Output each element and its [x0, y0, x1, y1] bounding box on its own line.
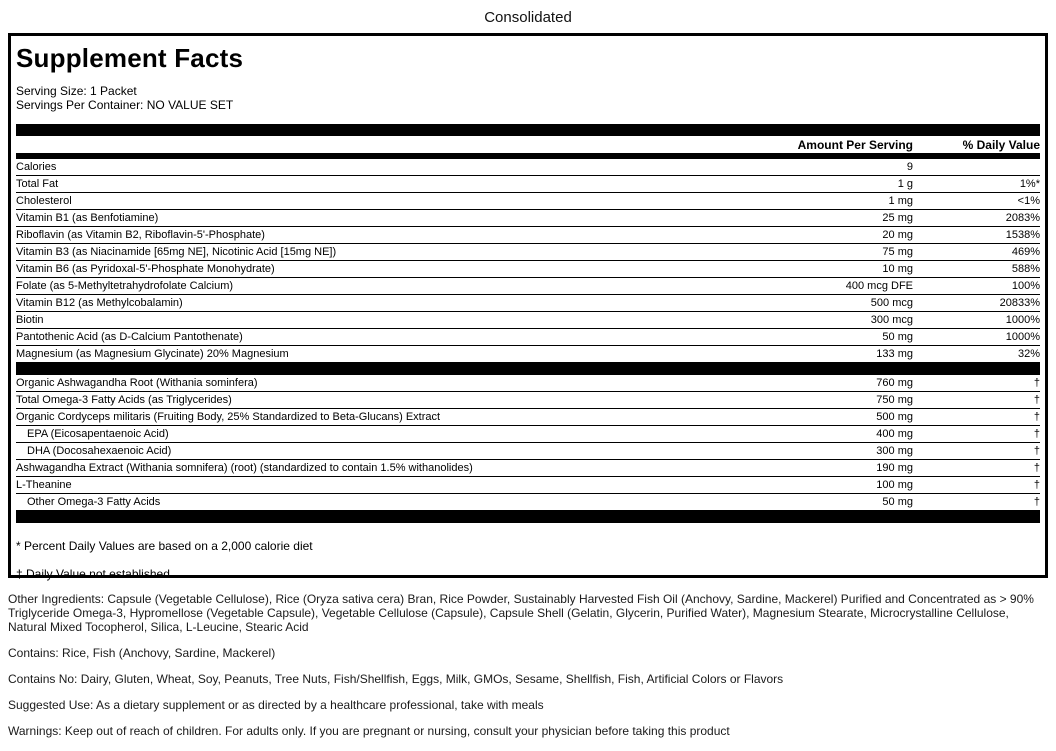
row-amount: 10 mg	[882, 263, 913, 275]
row-ingredient-name: Total Fat	[16, 178, 59, 190]
serving-size: Serving Size: 1 Packet	[16, 84, 137, 98]
supplement-facts-panel	[8, 33, 1048, 581]
divider-bar-bottom	[16, 511, 1040, 523]
suggested-use-text: Suggested Use: As a dietary supplement or as directed by a healthcare professional, take with meals	[8, 698, 544, 712]
table-row	[16, 375, 1040, 392]
row-ingredient-name: DHA (Docosahexaenoic Acid)	[27, 445, 172, 457]
table-row	[16, 295, 1040, 312]
row-daily-value: 100%	[1011, 280, 1040, 292]
row-ingredient-name: L-Theanine	[16, 479, 72, 491]
divider-bar-middle	[16, 363, 1040, 375]
contains-no-text: Contains No: Dairy, Gluten, Wheat, Soy, Peanuts, Tree Nuts, Fish/Shellfish, Eggs, Milk, GMOs, Sesame, Shellfish, Fish, Artificial Colors or Flavors	[8, 672, 784, 686]
table-row	[16, 159, 1040, 176]
row-amount: 25 mg	[882, 212, 913, 224]
row-ingredient-name: Calories	[16, 161, 57, 173]
table-header-row	[16, 136, 1040, 153]
row-daily-value: †	[1033, 496, 1040, 508]
row-amount: 133 mg	[876, 348, 913, 360]
row-ingredient-name: Magnesium (as Magnesium Glycinate) 20% Magnesium	[16, 348, 289, 360]
row-daily-value: <1%	[1017, 195, 1040, 207]
column-header-amount: Amount Per Serving	[797, 137, 913, 152]
nutrient-rows-section	[16, 159, 1040, 363]
row-ingredient-name: Cholesterol	[16, 195, 72, 207]
row-daily-value: †	[1033, 479, 1040, 491]
row-daily-value: †	[1033, 411, 1040, 423]
table-row	[16, 312, 1040, 329]
row-daily-value: †	[1033, 428, 1040, 440]
row-amount: 9	[906, 161, 913, 173]
table-row	[16, 494, 1040, 511]
row-ingredient-name: Organic Cordyceps militaris (Fruiting Body, 25% Standardized to Beta-Glucans) Extract	[16, 411, 441, 423]
row-daily-value: 20833%	[999, 297, 1040, 309]
row-ingredient-name: Organic Ashwagandha Root (Withania sominfera)	[16, 377, 258, 389]
row-ingredient-name: Other Omega-3 Fatty Acids	[27, 496, 161, 508]
row-ingredient-name: Ashwagandha Extract (Withania somnifera) (root) (standardized to contain 1.5% withanolides)	[16, 462, 473, 474]
row-daily-value: 2083%	[1005, 212, 1040, 224]
table-row	[16, 227, 1040, 244]
table-row	[16, 329, 1040, 346]
warnings-text: Warnings: Keep out of reach of children. For adults only. If you are pregnant or nursing, consult your physician before taking this product	[8, 724, 730, 738]
row-daily-value: 1538%	[1005, 229, 1040, 241]
table-row	[16, 176, 1040, 193]
table-row	[16, 409, 1040, 426]
row-ingredient-name: Pantothenic Acid (as D-Calcium Pantothenate)	[16, 331, 243, 343]
table-row	[16, 392, 1040, 409]
servings-per-container: Servings Per Container: NO VALUE SET	[16, 98, 234, 112]
row-amount: 500 mg	[876, 411, 913, 423]
row-daily-value: 469%	[1011, 246, 1040, 258]
column-header-daily-value: % Daily Value	[962, 137, 1040, 152]
row-amount: 750 mg	[876, 394, 913, 406]
table-row	[16, 244, 1040, 261]
row-amount: 100 mg	[876, 479, 913, 491]
row-ingredient-name: Folate (as 5-Methyltetrahydrofolate Calcium)	[16, 280, 234, 292]
row-amount: 50 mg	[882, 331, 913, 343]
row-ingredient-name: Riboflavin (as Vitamin B2, Riboflavin-5'-Phosphate)	[16, 229, 265, 241]
supplement-facts-title: Supplement Facts	[16, 43, 244, 73]
row-ingredient-name: Total Omega-3 Fatty Acids (as Triglycerides)	[16, 394, 232, 406]
row-amount: 1 g	[897, 178, 913, 190]
table-row	[16, 460, 1040, 477]
row-daily-value: †	[1033, 462, 1040, 474]
row-amount: 300 mg	[876, 445, 913, 457]
divider-bar-top	[16, 124, 1040, 136]
row-daily-value: 1000%	[1005, 331, 1040, 343]
row-amount: 300 mcg	[870, 314, 913, 326]
table-row	[16, 477, 1040, 494]
row-daily-value: †	[1033, 445, 1040, 457]
row-amount: 50 mg	[882, 496, 913, 508]
page-title: Consolidated	[484, 9, 572, 26]
row-daily-value: 588%	[1011, 263, 1040, 275]
row-amount: 1 mg	[888, 195, 913, 207]
other-ingredients-text: Other Ingredients: Capsule (Vegetable Cellulose), Rice (Oryza sativa cera) Bran, Rice Powder, Sustainably Harvested Fish Oil (Anchovy, Sardine, Mackerel) Purified and Concentrated as > 90% Triglyceride Omega-3, Hypromellose (Vegetable Capsule), Vegetable Cellulose (Capsule), Capsule Shell (Gelatin, Glycerin, Purified Water), Magnesium Stearate, Microcrystalline Cellulose, Natural Mixed Tocopherol, Silica, L-Leucine, Stearic Acid	[8, 592, 1034, 634]
row-ingredient-name: Vitamin B6 (as Pyridoxal-5'-Phosphate Monohydrate)	[16, 263, 275, 275]
row-ingredient-name: Biotin	[16, 314, 44, 326]
row-daily-value: †	[1033, 377, 1040, 389]
row-amount: 760 mg	[876, 377, 913, 389]
details-section	[8, 592, 1048, 738]
table-row	[16, 210, 1040, 227]
row-daily-value: 32%	[1017, 348, 1040, 360]
row-amount: 400 mcg DFE	[845, 280, 913, 292]
row-daily-value: 1000%	[1005, 314, 1040, 326]
row-ingredient-name: Vitamin B12 (as Methylcobalamin)	[16, 297, 183, 309]
row-amount: 75 mg	[882, 246, 913, 258]
row-ingredient-name: Vitamin B1 (as Benfotiamine)	[16, 212, 159, 224]
row-amount: 400 mg	[876, 428, 913, 440]
row-amount: 190 mg	[876, 462, 913, 474]
row-ingredient-name: Vitamin B3 (as Niacinamide [65mg NE], Nicotinic Acid [15mg NE])	[16, 246, 337, 258]
table-row	[16, 278, 1040, 295]
footnote-percent-daily-value: * Percent Daily Values are based on a 2,000 calorie diet	[16, 539, 313, 553]
row-daily-value: †	[1033, 394, 1040, 406]
row-daily-value: 1%*	[1019, 178, 1040, 190]
row-ingredient-name: EPA (Eicosapentaenoic Acid)	[27, 428, 169, 440]
table-row	[16, 426, 1040, 443]
footnote-daily-value-not-established: † Daily Value not established	[16, 567, 170, 581]
contains-text: Contains: Rice, Fish (Anchovy, Sardine, Mackerel)	[8, 646, 276, 660]
table-row	[16, 346, 1040, 363]
botanical-rows-section	[16, 375, 1040, 511]
table-row	[16, 443, 1040, 460]
row-amount: 20 mg	[882, 229, 913, 241]
table-row	[16, 193, 1040, 210]
row-amount: 500 mcg	[870, 297, 913, 309]
facts-table	[16, 124, 1040, 523]
table-row	[16, 261, 1040, 278]
